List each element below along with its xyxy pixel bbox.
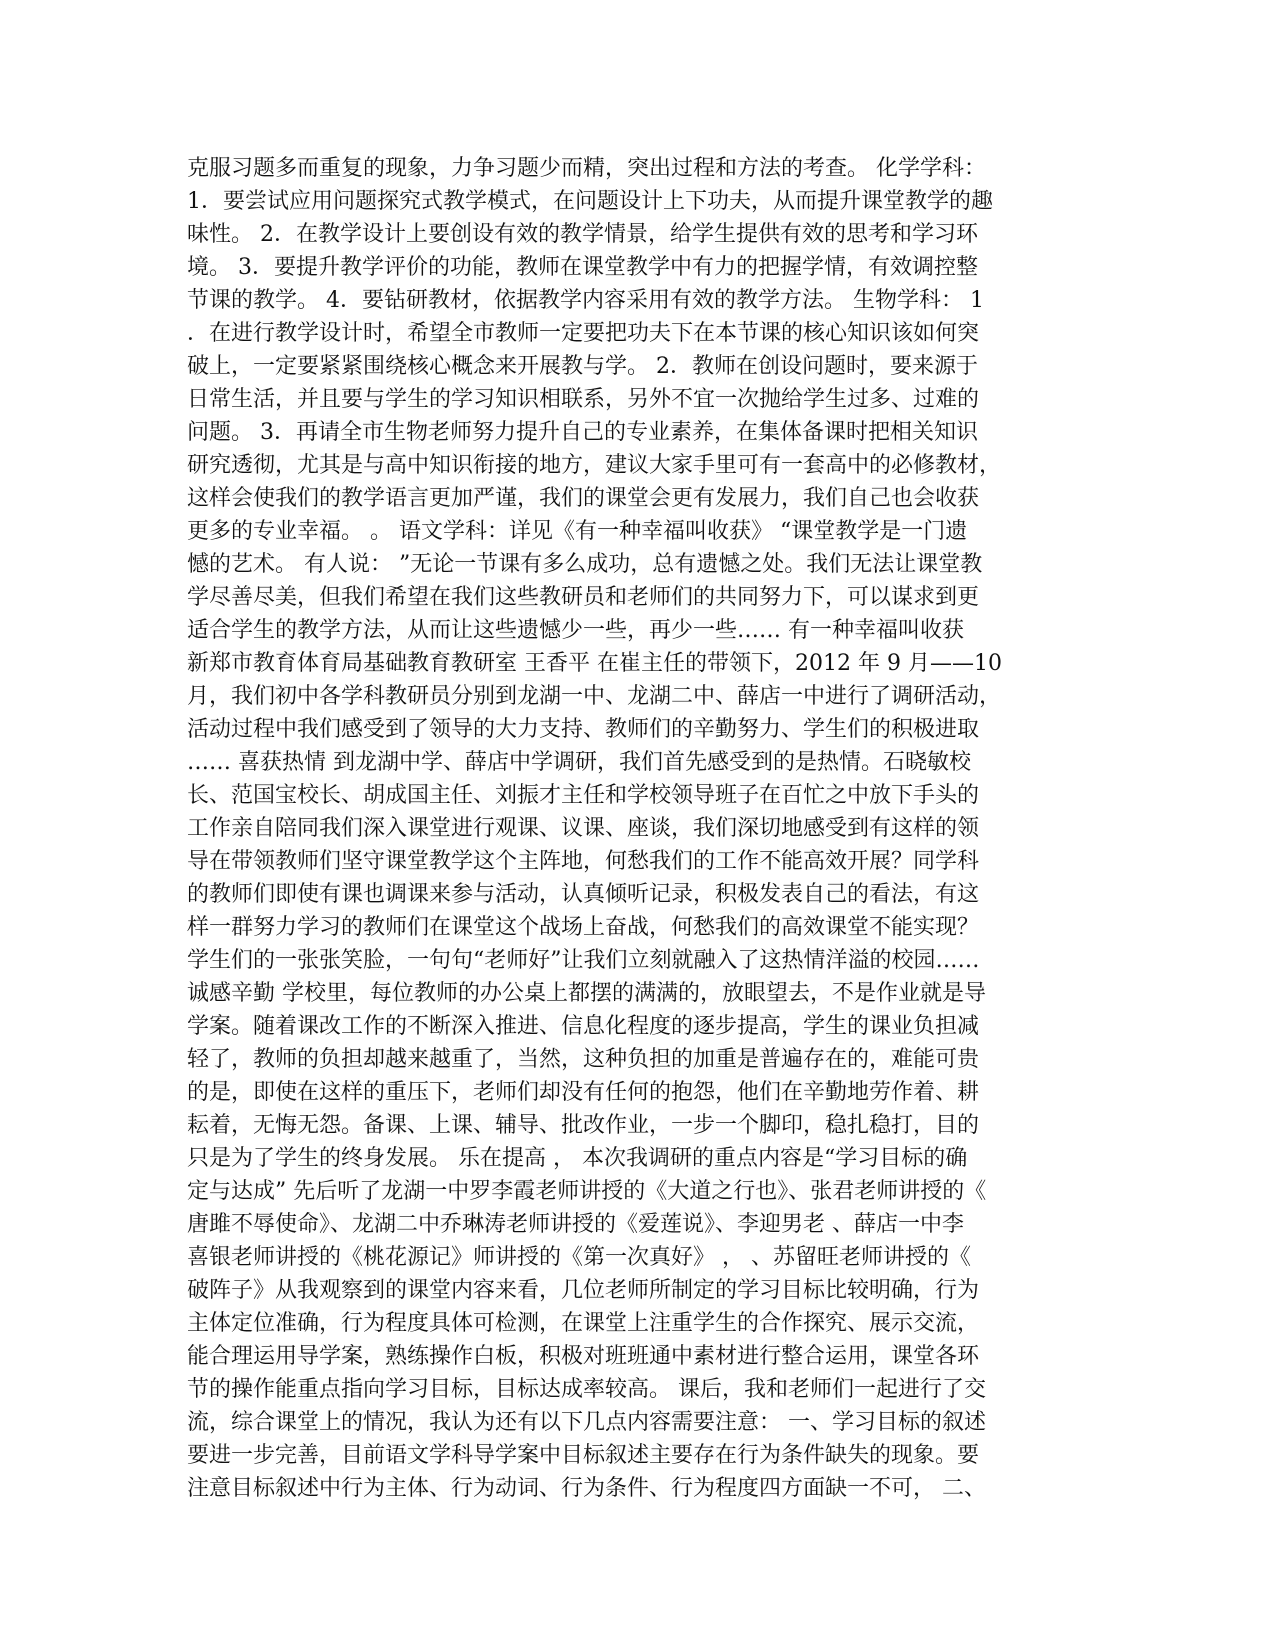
- text-line: 学案。随着课改工作的不断深入推进、信息化程度的逐步提高，学生的课业负担减: [187, 1014, 980, 1039]
- text-line: 学生们的一张张笑脸，一句句“老师好”让我们立刻就融入了这热情洋溢的校园……: [187, 948, 980, 973]
- text-line: 味性。 2．在教学设计上要创设有效的教学情景，给学生提供有效的思考和学习环: [187, 222, 978, 247]
- text-line: 新郑市教育体育局基础教育教研室 王香平 在崔主任的带领下，2012 年 9 月——10: [187, 651, 1002, 676]
- text-line: …… 喜获热情 到龙湖中学、薛店中学调研，我们首先感受到的是热情。石晓敏校: [187, 750, 971, 775]
- text-line: 导在带领教师们坚守课堂教学这个主阵地，何愁我们的工作不能高效开展？同学科: [187, 849, 980, 874]
- text-line: 喜银老师讲授的《桃花源记》师讲授的《第一次真好》 ， 、苏留旺老师讲授的《: [187, 1245, 971, 1270]
- text-line: 定与达成” 先后听了龙湖一中罗李霞老师讲授的《大道之行也》、张君老师讲授的《: [187, 1179, 987, 1204]
- text-line: 问题。 3．再请全市生物老师努力提升自己的专业素养，在集体备课时把相关知识: [187, 420, 978, 445]
- text-line: 能合理运用导学案，熟练操作白板，积极对班班通中素材进行整合运用，课堂各环: [187, 1344, 980, 1369]
- text-line: 耘着，无悔无怨。备课、上课、辅导、批改作业，一步一个脚印，稳扎稳打，目的: [187, 1113, 980, 1138]
- text-line: 更多的专业幸福。 。 语文学科：详见《有一种幸福叫收获》 “课堂教学是一门遗: [187, 519, 968, 544]
- text-line: 唐雎不辱使命》、龙湖二中乔琳涛老师讲授的《爱莲说》、李迎男老 、薛店一中李: [187, 1212, 964, 1237]
- text-line: 节课的教学。 4．要钻研教材，依据教学内容采用有效的教学方法。 生物学科： 1: [187, 288, 984, 313]
- text-line: 研究透彻，尤其是与高中知识衔接的地方，建议大家手里可有一套高中的必修教材，: [187, 453, 1002, 478]
- text-line: 的是，即使在这样的重压下，老师们却没有任何的抱怨，他们在辛勤地劳作着、耕: [187, 1080, 980, 1105]
- text-line: 流，综合课堂上的情况，我认为还有以下几点内容需要注意： 一、学习目标的叙述: [187, 1410, 986, 1435]
- text-line: 工作亲自陪同我们深入课堂进行观课、议课、座谈，我们深切地感受到有这样的领: [187, 816, 980, 841]
- text-line: 节的操作能重点指向学习目标，目标达成率较高。 课后，我和老师们一起进行了交: [187, 1377, 986, 1402]
- text-line: 活动过程中我们感受到了领导的大力支持、教师们的辛勤努力、学生们的积极进取: [187, 717, 980, 742]
- document-body: [187, 152, 1087, 1505]
- text-line: ．在进行教学设计时，希望全市教师一定要把功夫下在本节课的核心知识该如何突: [187, 321, 980, 346]
- text-line: 主体定位准确，行为程度具体可检测，在课堂上注重学生的合作探究、展示交流，: [187, 1311, 980, 1336]
- text-line: 日常生活，并且要与学生的学习知识相联系，另外不宜一次抛给学生过多、过难的: [187, 387, 980, 412]
- text-line: 诚感辛勤 学校里，每位教师的办公桌上都摆的满满的，放眼望去，不是作业就是导: [187, 981, 986, 1006]
- text-line: 学尽善尽美，但我们希望在我们这些教研员和老师们的共同努力下，可以谋求到更: [187, 585, 980, 610]
- text-line: 破上，一定要紧紧围绕核心概念来开展教与学。 2．教师在创设问题时，要来源于: [187, 354, 978, 379]
- text-line: 境。 3．要提升教学评价的功能，教师在课堂教学中有力的把握学情，有效调控整: [187, 255, 978, 280]
- text-line: 注意目标叙述中行为主体、行为动词、行为条件、行为程度四方面缺一不可， 二、: [187, 1476, 986, 1501]
- text-line: 轻了，教师的负担却越来越重了，当然，这种负担的加重是普遍存在的，难能可贵: [187, 1047, 980, 1072]
- text-line: 月，我们初中各学科教研员分别到龙湖一中、龙湖二中、薛店一中进行了调研活动，: [187, 684, 1002, 709]
- text-line: 长、范国宝校长、胡成国主任、刘振才主任和学校领导班子在百忙之中放下手头的: [187, 783, 980, 808]
- text-line: 只是为了学生的终身发展。 乐在提高 ， 本次我调研的重点内容是“学习目标的确: [187, 1146, 968, 1171]
- text-line: 破阵子》从我观察到的课堂内容来看，几位老师所制定的学习目标比较明确，行为: [187, 1278, 980, 1303]
- text-line: 这样会使我们的教学语言更加严谨，我们的课堂会更有发展力，我们自己也会收获: [187, 486, 980, 511]
- text-line: 适合学生的教学方法，从而让这些遗憾少一些，再少一些…… 有一种幸福叫收获: [187, 618, 964, 643]
- text-line: 克服习题多而重复的现象，力争习题少而精，突出过程和方法的考查。 化学学科：: [187, 156, 986, 181]
- text-line: 要进一步完善，目前语文学科导学案中目标叙述主要存在行为条件缺失的现象。要: [187, 1443, 980, 1468]
- text-line: 憾的艺术。 有人说： ”无论一节课有多么成功，总有遗憾之处。我们无法让课堂教: [187, 552, 983, 577]
- text-line: 样一群努力学习的教师们在课堂这个战场上奋战，何愁我们的高效课堂不能实现？: [187, 915, 980, 940]
- text-line: 的教师们即使有课也调课来参与活动，认真倾听记录，积极发表自己的看法，有这: [187, 882, 980, 907]
- text-line: 1．要尝试应用问题探究式教学模式，在问题设计上下功夫，从而提升课堂教学的趣: [187, 189, 993, 214]
